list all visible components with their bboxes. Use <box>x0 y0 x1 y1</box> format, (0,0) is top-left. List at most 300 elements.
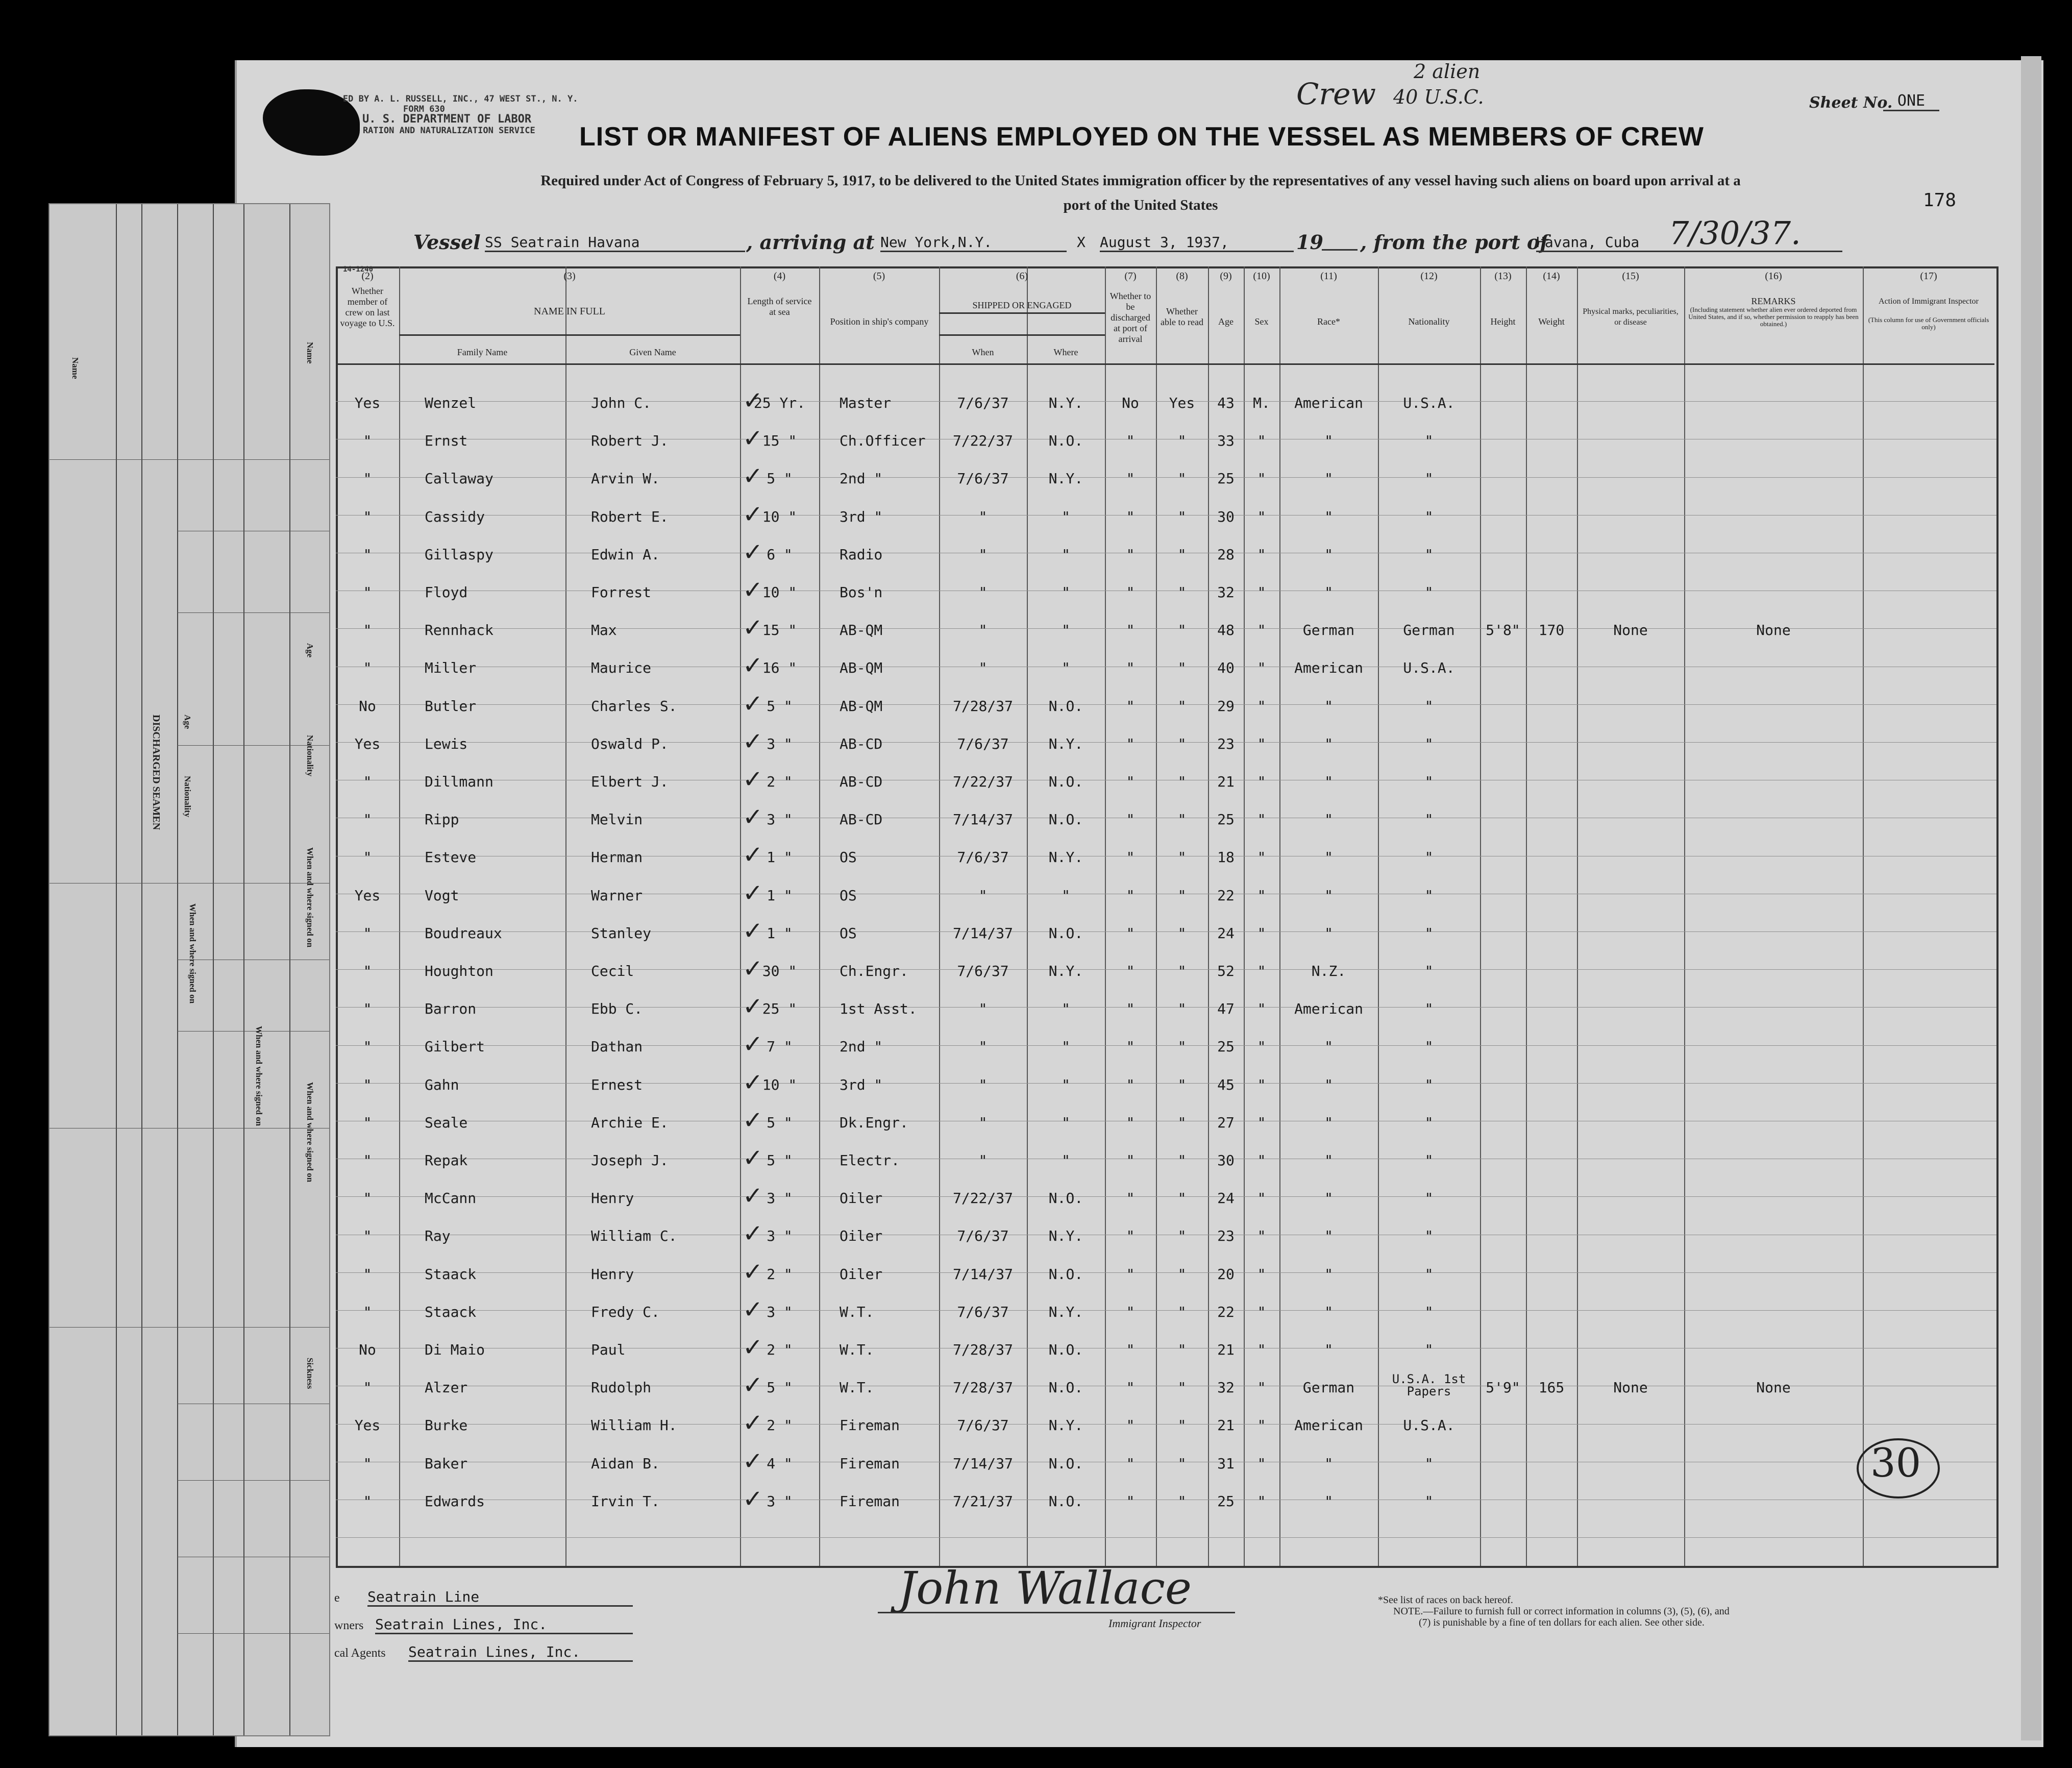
cell-given: Irvin T. <box>591 1492 660 1510</box>
cell-race: " <box>1324 773 1333 790</box>
cell-prev: " <box>363 1114 372 1131</box>
cell-read: " <box>1177 1114 1187 1131</box>
cell-where: N.Y. <box>1048 395 1083 411</box>
cell-sex: " <box>1257 1227 1266 1245</box>
cell-age: 21 <box>1217 773 1235 790</box>
cell-discharged: " <box>1126 1227 1135 1245</box>
strip-when-signed-label-3: When and where signed on <box>305 847 315 948</box>
cell-sex: " <box>1257 1341 1266 1358</box>
cell-given: Joseph J. <box>591 1152 669 1169</box>
column-header-columns-c13-label: Height <box>1490 316 1516 327</box>
cell-family: Callaway <box>425 470 494 487</box>
cell-position: 2nd " <box>840 470 883 487</box>
cell-when: " <box>978 1038 988 1055</box>
cell-when: 7/6/37 <box>957 395 1009 411</box>
cell-position: AB-QM <box>840 622 883 639</box>
column-header-columns-c11-label: Race* <box>1317 316 1340 327</box>
cell-nationality: " <box>1424 887 1434 904</box>
cell-race: " <box>1324 811 1333 828</box>
cell-family: Gillaspy <box>425 546 494 563</box>
cell-where: N.O. <box>1048 773 1083 790</box>
cell-where: N.Y. <box>1048 470 1083 487</box>
cell-given: Arvin W. <box>591 470 660 487</box>
cell-read: " <box>1177 963 1187 979</box>
cell-family: Alzer <box>425 1379 468 1396</box>
cell-when: 7/6/37 <box>957 849 1009 866</box>
cell-nationality: " <box>1424 1341 1434 1358</box>
cell-where: " <box>1062 1152 1070 1169</box>
checkmark-icon: ✓ <box>743 1446 763 1476</box>
cell-discharged: " <box>1126 432 1135 450</box>
page-number: 178 <box>1923 190 1957 211</box>
cell-prev: " <box>363 659 372 677</box>
table-column-rule <box>740 266 741 1566</box>
cell-discharged: " <box>1126 1455 1135 1472</box>
cell-discharged: " <box>1126 1190 1135 1207</box>
cell-race: " <box>1324 1190 1333 1207</box>
cell-discharged: " <box>1126 1492 1135 1510</box>
column-header-columns-c7-label: Whether to be discharged at port of arrival <box>1109 291 1151 344</box>
table-row <box>336 878 1994 907</box>
cell-family: Butler <box>425 697 477 715</box>
cell-service: 3 " <box>767 1303 793 1320</box>
cell-when: 7/22/37 <box>952 432 1013 450</box>
cell-prev: Yes <box>354 887 381 904</box>
checkmark-icon: ✓ <box>743 1182 763 1211</box>
cell-prev: Yes <box>354 1417 381 1434</box>
table-row <box>336 1106 1994 1135</box>
cell-discharged: " <box>1126 1265 1135 1283</box>
column-number-columns-c12-num: (12) <box>1420 271 1438 282</box>
cell-discharged: " <box>1126 924 1135 942</box>
cell-discharged: " <box>1126 1038 1135 1055</box>
cell-given: Melvin <box>591 811 643 828</box>
cell-position: W.T. <box>840 1379 874 1396</box>
cell-sex: " <box>1257 1038 1266 1055</box>
handwritten-aliens: 2 alien <box>1414 60 1481 83</box>
cell-position: AB-QM <box>840 697 883 715</box>
cell-discharged: " <box>1126 1000 1135 1018</box>
cell-where: " <box>1062 1038 1070 1055</box>
cell-position: W.T. <box>840 1341 874 1358</box>
cell-prev: Yes <box>354 735 381 752</box>
cell-height: 5'8" <box>1486 622 1520 639</box>
subtitle-line-1: Required under Act of Congress of February 5, 1917, to be delivered to the United States immigration officer by the representatives of any vessel having such aliens on board upon arrival at a <box>540 173 1741 189</box>
table-column-rule <box>1684 266 1685 1566</box>
column-number-columns-c4-num: (4) <box>773 271 786 282</box>
cell-age: 45 <box>1217 1076 1235 1093</box>
cell-service: 10 " <box>762 584 797 601</box>
checkmark-icon: ✓ <box>743 841 763 870</box>
cell-given: Forrest <box>591 584 652 601</box>
strip-when-signed-label: When and where signed on <box>188 903 198 1004</box>
table-row <box>336 1144 1994 1172</box>
cell-sex: " <box>1257 811 1266 828</box>
cell-prev: " <box>363 773 372 790</box>
table-row <box>336 1030 1994 1059</box>
cell-service: 1 " <box>767 887 793 904</box>
cell-position: Fireman <box>840 1492 900 1510</box>
cell-service: 3 " <box>767 735 793 752</box>
cell-remarks: None <box>1756 622 1791 639</box>
cell-position: W.T. <box>840 1303 874 1320</box>
cell-race: " <box>1324 508 1333 525</box>
column-header-columns-c14-label: Weight <box>1538 316 1565 327</box>
cell-age: 25 <box>1217 811 1235 828</box>
column-header-columns-c10-label: Sex <box>1254 316 1269 327</box>
cell-prev: " <box>363 622 372 639</box>
cell-when: " <box>978 584 988 601</box>
strip-age-label: Age <box>183 715 192 729</box>
cell-weight: 170 <box>1538 622 1565 639</box>
column-number-columns-c7-num: (7) <box>1124 271 1137 282</box>
checkmark-icon: ✓ <box>743 651 763 680</box>
cell-remarks: None <box>1756 1379 1791 1396</box>
cell-family: Lewis <box>425 735 468 752</box>
cell-family: Ray <box>425 1227 451 1245</box>
cell-service: 5 " <box>767 697 793 715</box>
checkmark-icon: ✓ <box>743 1295 763 1324</box>
cell-sex: " <box>1257 622 1266 639</box>
sheet-number: ONE <box>1883 92 1939 111</box>
cell-given: Henry <box>591 1190 634 1207</box>
vessel-label: Vessel <box>413 231 481 254</box>
cell-nationality: U.S.A. <box>1403 395 1455 411</box>
cell-family: Barron <box>425 1000 477 1018</box>
cell-read: " <box>1177 924 1187 942</box>
cell-sex: " <box>1257 963 1266 979</box>
page-title: LIST OR MANIFEST OF ALIENS EMPLOYED ON THE VESSEL AS MEMBERS OF CREW <box>579 122 1704 152</box>
cell-nationality: " <box>1424 432 1434 450</box>
cell-race: " <box>1324 1152 1333 1169</box>
cell-position: Fireman <box>840 1417 900 1434</box>
cell-family: Wenzel <box>425 395 477 411</box>
cell-read: " <box>1177 1038 1187 1055</box>
column-header-columns-c8-label: Whether able to read <box>1161 306 1203 327</box>
cell-position: OS <box>840 887 857 904</box>
column-number-columns-c8-num: (8) <box>1176 271 1188 282</box>
table-column-rule <box>819 266 820 1566</box>
cell-discharged: " <box>1126 659 1135 677</box>
table-row <box>336 727 1994 756</box>
cell-service: 5 " <box>767 1152 793 1169</box>
strip-age-label-2: Age <box>305 643 315 658</box>
cell-read: Yes <box>1169 395 1195 411</box>
cell-discharged: " <box>1126 470 1135 487</box>
cell-when: " <box>978 1152 988 1169</box>
cell-service: 5 " <box>767 1114 793 1131</box>
signature-line <box>878 1612 1235 1613</box>
cell-sex: " <box>1257 659 1266 677</box>
cell-sex: " <box>1257 1076 1266 1093</box>
cell-given: William C. <box>591 1227 677 1245</box>
cell-given: Robert J. <box>591 432 669 450</box>
cell-discharged: " <box>1126 1341 1135 1358</box>
column-number-columns-c17-num: (17) <box>1920 271 1937 282</box>
table-row <box>336 500 1994 529</box>
cell-sex: " <box>1257 1455 1266 1472</box>
column-header-columns-c12-label: Nationality <box>1408 316 1450 327</box>
checkmark-icon: ✓ <box>743 689 763 718</box>
cell-discharged: " <box>1126 1114 1135 1131</box>
cell-when: 7/28/37 <box>952 1379 1013 1396</box>
table-column-rule <box>939 266 940 1566</box>
table-row <box>336 1333 1994 1362</box>
checkmark-icon: ✓ <box>743 424 763 453</box>
cell-prev: No <box>359 697 376 715</box>
column-number-columns-c14-num: (14) <box>1543 271 1560 282</box>
cell-discharged: " <box>1126 1076 1135 1093</box>
cell-race: " <box>1324 1341 1333 1358</box>
column-number-columns-c2-num: (2) <box>361 271 374 282</box>
cell-service: 5 " <box>767 1379 793 1396</box>
table-row <box>336 537 1994 567</box>
column-number-columns-c6-num: (6) <box>1016 271 1028 282</box>
cell-prev: " <box>363 1152 372 1169</box>
cell-prev: " <box>363 1265 372 1283</box>
strip-sickness-label: Sickness <box>305 1358 315 1389</box>
inspector-signature: John Wallace <box>898 1562 1192 1614</box>
cell-race: " <box>1324 1303 1333 1320</box>
cell-race: " <box>1324 849 1333 866</box>
cell-discharged: " <box>1126 773 1135 790</box>
cell-age: 30 <box>1217 1152 1235 1169</box>
table-column-rule <box>1863 266 1864 1566</box>
cell-position: AB-CD <box>840 773 883 790</box>
cell-height: 5'9" <box>1486 1379 1520 1396</box>
cell-where: N.Y. <box>1048 1227 1083 1245</box>
cell-family: Houghton <box>425 963 494 979</box>
table-header-rule <box>336 363 1994 365</box>
cell-sex: " <box>1257 470 1266 487</box>
cell-when: 7/6/37 <box>957 1417 1009 1434</box>
cell-sex: " <box>1257 773 1266 790</box>
cell-given: Warner <box>591 887 643 904</box>
cell-race: " <box>1324 546 1333 563</box>
table-row <box>336 954 1994 983</box>
cell-position: Dk.Engr. <box>840 1114 908 1131</box>
column-number-columns-c9-num: (9) <box>1220 271 1232 282</box>
cell-read: " <box>1177 1455 1187 1472</box>
cell-race: American <box>1294 1000 1363 1018</box>
cell-prev: " <box>363 963 372 979</box>
column-header-columns-c6-when: When <box>972 347 994 357</box>
cell-sex: " <box>1257 735 1266 752</box>
table-row <box>336 1219 1994 1248</box>
cell-race: " <box>1324 1492 1333 1510</box>
cell-nationality: " <box>1424 811 1434 828</box>
cell-when: 7/6/37 <box>957 735 1009 752</box>
cell-age: 32 <box>1217 1379 1235 1396</box>
cell-position: Radio <box>840 546 883 563</box>
cell-nationality: " <box>1424 963 1434 979</box>
footer-note-1: *See list of races on back hereof. <box>1378 1594 1513 1606</box>
cell-nationality: " <box>1424 773 1434 790</box>
cell-discharged: " <box>1126 1303 1135 1320</box>
cell-prev: " <box>363 546 372 563</box>
cell-given: John C. <box>591 395 652 411</box>
table-column-rule <box>1526 266 1527 1566</box>
sheet-label: Sheet No. <box>1809 94 1893 112</box>
cell-prev: " <box>363 432 372 450</box>
cell-where: N.O. <box>1048 432 1083 450</box>
strip-name-label-2: Name <box>305 342 315 364</box>
cell-sex: " <box>1257 1492 1266 1510</box>
cell-read: " <box>1177 1076 1187 1093</box>
cell-age: 24 <box>1217 924 1235 942</box>
cell-when: 7/6/37 <box>957 1303 1009 1320</box>
cell-when: 7/14/37 <box>952 924 1013 942</box>
cell-where: N.O. <box>1048 1455 1083 1472</box>
cell-family: Edwards <box>425 1492 485 1510</box>
cell-age: 30 <box>1217 508 1235 525</box>
cell-position: OS <box>840 924 857 942</box>
cell-nationality: " <box>1424 584 1434 601</box>
cell-read: " <box>1177 546 1187 563</box>
column-header-columns-c16-sub: (Including statement whether alien ever ordered deported from United States, and if so, whether permission to reapply has been obtained.) <box>1688 306 1859 328</box>
cell-age: 33 <box>1217 432 1235 450</box>
cell-read: " <box>1177 1152 1187 1169</box>
table-column-rule <box>1577 266 1578 1566</box>
cell-given: Fredy C. <box>591 1303 660 1320</box>
cell-where: N.O. <box>1048 1379 1083 1396</box>
cell-given: William H. <box>591 1417 677 1434</box>
cell-nationality: " <box>1424 508 1434 525</box>
cell-read: " <box>1177 1303 1187 1320</box>
cell-prev: " <box>363 1227 372 1245</box>
cell-family: Staack <box>425 1265 477 1283</box>
cell-sex: " <box>1257 887 1266 904</box>
table-header-rule <box>939 312 1105 314</box>
checkmark-icon: ✓ <box>743 1409 763 1438</box>
checkmark-icon: ✓ <box>743 537 763 567</box>
cell-prev: " <box>363 1379 372 1396</box>
cell-family: Cassidy <box>425 508 485 525</box>
cell-sex: " <box>1257 1190 1266 1207</box>
strip-nationality-label-2: Nationality <box>305 735 315 777</box>
cell-age: 48 <box>1217 622 1235 639</box>
cell-prev: " <box>363 1303 372 1320</box>
cell-race: " <box>1324 1227 1333 1245</box>
cell-nationality: U.S.A. <box>1403 1417 1455 1434</box>
arriving-label: , arriving at <box>746 231 875 254</box>
cell-position: Master <box>840 395 892 411</box>
cell-age: 32 <box>1217 584 1235 601</box>
cell-when: " <box>978 622 988 639</box>
from-port: Havana, Cuba <box>1536 234 1842 252</box>
table-row <box>336 841 1994 870</box>
table-column-rule <box>1378 266 1379 1566</box>
arrival-date: August 3, 1937, <box>1100 234 1294 252</box>
cell-race: American <box>1294 659 1363 677</box>
cell-family: Repak <box>425 1152 468 1169</box>
cell-service: 2 " <box>767 773 793 790</box>
cell-position: OS <box>840 849 857 866</box>
checkmark-icon: ✓ <box>743 803 763 832</box>
checkmark-icon: ✓ <box>743 1257 763 1286</box>
table-column-rule <box>1480 266 1481 1566</box>
cell-where: " <box>1062 887 1070 904</box>
cell-nationality: " <box>1424 470 1434 487</box>
checkmark-icon: ✓ <box>743 1068 763 1097</box>
cell-age: 20 <box>1217 1265 1235 1283</box>
cell-when: " <box>978 508 988 525</box>
table-row <box>336 765 1994 794</box>
footer-line2-label: wners <box>334 1619 364 1632</box>
cell-when: 7/14/37 <box>952 1455 1013 1472</box>
cell-read: " <box>1177 735 1187 752</box>
cell-when: 7/21/37 <box>952 1492 1013 1510</box>
cell-sex: " <box>1257 1000 1266 1018</box>
cell-position: Fireman <box>840 1455 900 1472</box>
cell-when: 7/14/37 <box>952 811 1013 828</box>
from-port-label: , from the port of <box>1360 231 1548 254</box>
cell-prev: " <box>363 1455 372 1472</box>
column-number-columns-c3-num: (3) <box>563 271 576 282</box>
cell-given: Oswald P. <box>591 735 669 752</box>
cell-service: 30 " <box>762 963 797 979</box>
checkmark-icon: ✓ <box>743 386 763 415</box>
column-header-columns-c4-label: Length of service at sea <box>747 296 812 317</box>
checkmark-icon: ✓ <box>743 765 763 794</box>
cell-sex: " <box>1257 432 1266 450</box>
column-header-columns-c6-where: Where <box>1053 347 1078 357</box>
checkmark-icon: ✓ <box>743 1219 763 1248</box>
table-row <box>336 651 1994 680</box>
cell-sex: " <box>1257 849 1266 866</box>
cell-family: Burke <box>425 1417 468 1434</box>
cell-sex: " <box>1257 546 1266 563</box>
cell-age: 29 <box>1217 697 1235 715</box>
handwritten-usc: 40 U.S.C. <box>1393 86 1484 108</box>
table-row <box>336 462 1994 491</box>
cell-where: N.Y. <box>1048 963 1083 979</box>
cell-age: 25 <box>1217 470 1235 487</box>
cell-sex: " <box>1257 508 1266 525</box>
cell-sex: " <box>1257 1265 1266 1283</box>
inspector-label: Immigrant Inspector <box>1108 1617 1201 1630</box>
cell-service: 5 " <box>767 470 793 487</box>
cell-family: Rennhack <box>425 622 494 639</box>
table-row <box>336 992 1994 1021</box>
cell-given: Maurice <box>591 659 652 677</box>
column-header-columns-c16-label: REMARKS <box>1751 296 1796 306</box>
cell-discharged: " <box>1126 584 1135 601</box>
cell-service: 1 " <box>767 849 793 866</box>
table-column-rule <box>1156 266 1157 1566</box>
cell-age: 47 <box>1217 1000 1235 1018</box>
column-number-columns-c15-num: (15) <box>1622 271 1639 282</box>
cell-where: " <box>1062 1114 1070 1131</box>
table-row <box>336 803 1994 832</box>
cell-read: " <box>1177 470 1187 487</box>
cell-service: 3 " <box>767 1227 793 1245</box>
cell-race: German <box>1302 622 1355 639</box>
cell-service: 25 Yr. <box>753 395 806 411</box>
cell-read: " <box>1177 1492 1187 1510</box>
cell-read: " <box>1177 508 1187 525</box>
cell-where: N.O. <box>1048 1341 1083 1358</box>
checkmark-icon: ✓ <box>743 1371 763 1400</box>
footer-line1-label: e <box>334 1591 340 1605</box>
cell-family: Ripp <box>425 811 459 828</box>
cell-position: Ch.Engr. <box>840 963 908 979</box>
cell-given: Ebb C. <box>591 1000 643 1018</box>
cell-position: AB-QM <box>840 659 883 677</box>
cell-service: 10 " <box>762 1076 797 1093</box>
cell-sex: " <box>1257 697 1266 715</box>
cell-prev: " <box>363 1076 372 1093</box>
